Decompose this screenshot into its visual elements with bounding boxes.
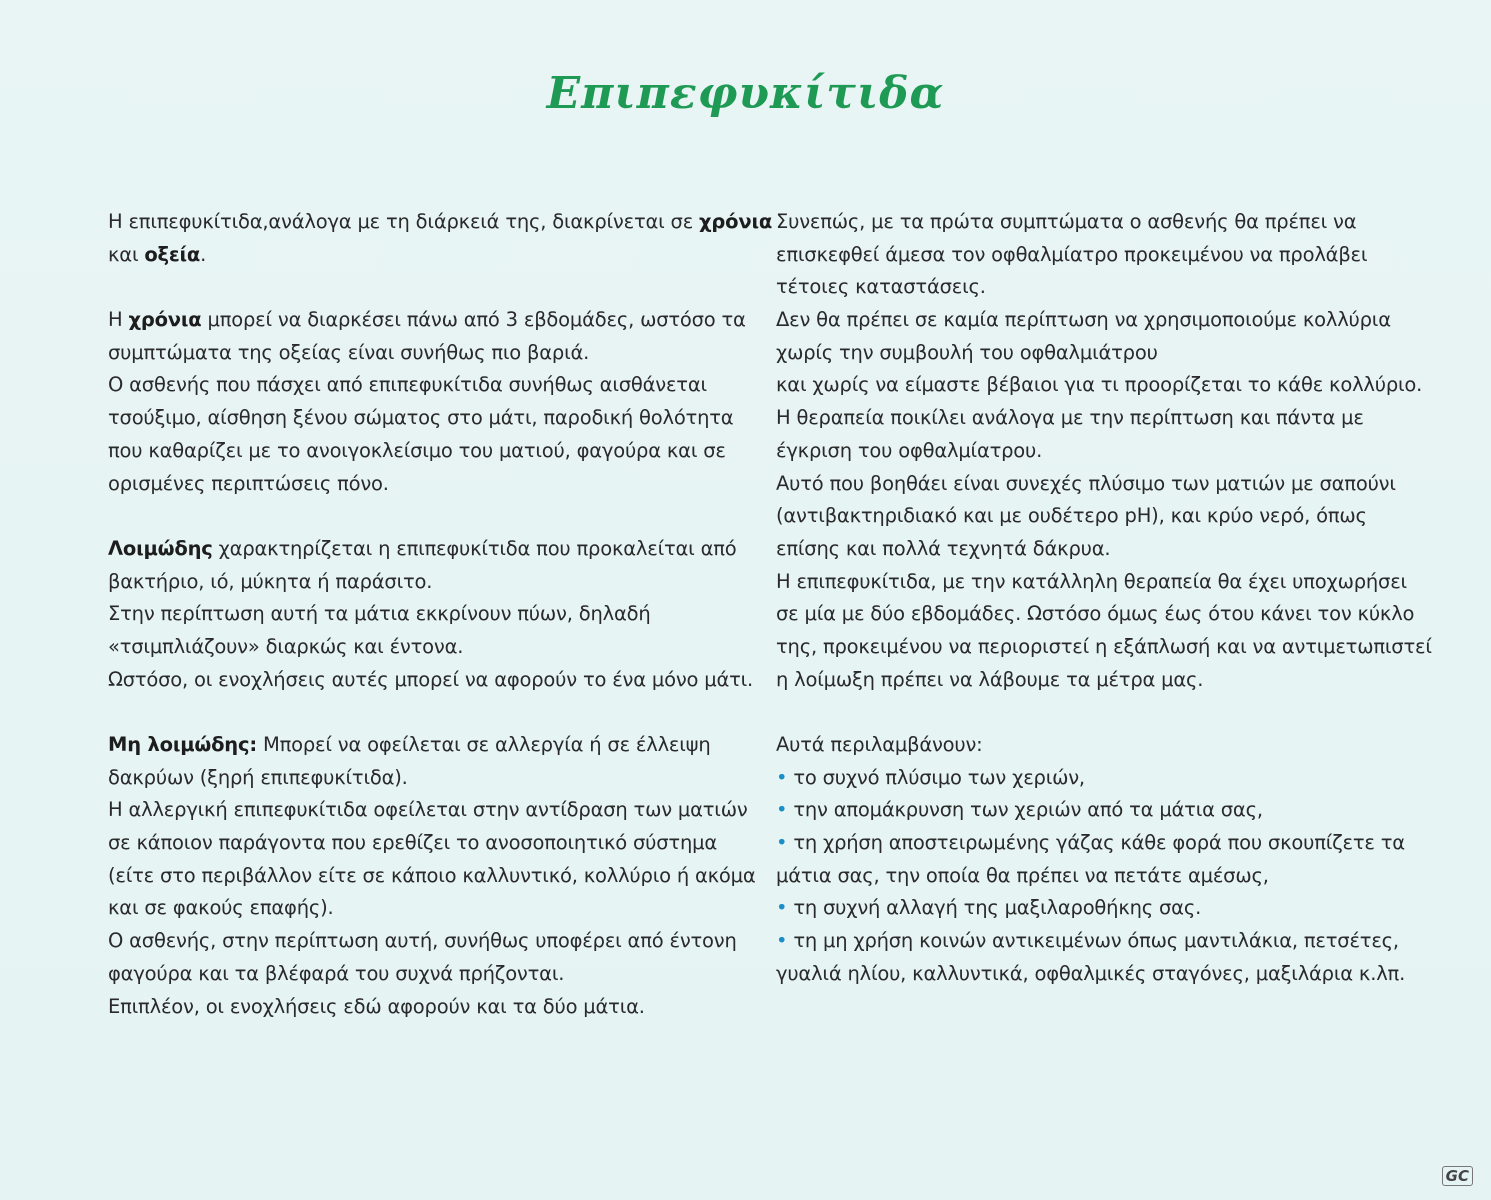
text-line: έγκριση του οφθαλμίατρου. [776, 438, 1043, 462]
text-line: Δεν θα πρέπει σε καμία περίπτωση να χρησιμοποιούμε κολλύρια [776, 308, 1391, 332]
bold-term: Λοιμώδης [108, 536, 213, 560]
text: . [200, 242, 207, 266]
text-line: της, προκειμένου να περιοριστεί η εξάπλωσή και να αντιμετωπιστεί [776, 634, 1432, 658]
text: Μπορεί να οφείλεται σε αλλεργία ή σε έλλειψη [256, 733, 711, 756]
text: και [108, 242, 145, 266]
text-line: και σε φακούς επαφής). [108, 896, 334, 920]
text: τη χρήση αποστειρωμένης γάζας κάθε φορά που σκουπίζετε τα [793, 831, 1405, 855]
text-line [108, 729, 748, 762]
text-line [108, 533, 748, 566]
text-line: Επιπλέον, οι ενοχλήσεις εδώ αφορούν και τα δύο μάτια. [108, 994, 645, 1018]
text-line: Συνεπώς, με τα πρώτα συμπτώματα ο ασθενής θα πρέπει να [776, 210, 1357, 233]
list-item [776, 827, 1416, 860]
text-line: Αυτά περιλαμβάνουν: [776, 733, 983, 756]
text-line: Ο ασθενής που πάσχει από επιπεφυκίτιδα συνήθως αισθάνεται [108, 373, 707, 397]
text-line: (είτε στο περιβάλλον είτε σε κάποιο καλλυντικό, κολλύριο ή ακόμα [108, 863, 756, 887]
text: τη συχνή αλλαγή της μαξιλαροθήκης σας. [793, 896, 1202, 920]
text-line: βακτήριο, ιό, μύκητα ή παράσιτο. [108, 569, 433, 593]
text-line: σε μία με δύο εβδομάδες. Ωστόσο όμως έως ότου κάνει τον κύκλο [776, 602, 1415, 626]
text-line [108, 239, 748, 272]
text-line: Η επιπεφυκίτιδα, με την κατάλληλη θεραπεία θα έχει υποχωρήσει [776, 569, 1407, 593]
text-line: (αντιβακτηριδιακό και με ουδέτερο pH), και κρύο νερό, όπως [776, 504, 1367, 528]
text-line: Ωστόσο, οι ενοχλήσεις αυτές μπορεί να αφορούν το ένα μόνο μάτι. [108, 667, 754, 691]
text-line: Αυτό που βοηθάει είναι συνεχές πλύσιμο των ματιών με σαπούνι [776, 471, 1396, 495]
list-item [776, 794, 1416, 827]
publisher-logo: GC [1442, 1166, 1473, 1186]
bold-term: χρόνια [699, 210, 773, 233]
paragraph-gap [776, 696, 1416, 729]
text-line: τέτοιες καταστάσεις. [776, 275, 986, 299]
text-line: που καθαρίζει με το ανοιγοκλείσιμο του ματιού, φαγούρα και σε [108, 438, 726, 462]
right-column [776, 206, 1432, 991]
text-line: μάτια σας, την οποία θα πρέπει να πετάτε αμέσως, [776, 863, 1269, 887]
text-line: επισκεφθεί άμεσα τον οφθαλμίατρο προκειμένου να προλάβει [776, 242, 1368, 266]
bold-term: Μη λοιμώδης: [108, 733, 257, 756]
text-line [108, 206, 773, 239]
text-line: φαγούρα και τα βλέφαρά του συχνά πρήζονται. [108, 961, 565, 985]
text: μπορεί να διαρκέσει πάνω από 3 εβδομάδες, ωστόσο τα [201, 308, 746, 332]
list-item [776, 762, 1416, 795]
text-line: συμπτώματα της οξείας είναι συνήθως πιο βαριά. [108, 340, 590, 364]
bold-term: χρόνια [128, 308, 202, 332]
bullet-icon: • [776, 798, 788, 822]
text-line: ορισμένες περιπτώσεις πόνο. [108, 471, 389, 495]
text-line: δακρύων (ξηρή επιπεφυκίτιδα). [108, 765, 408, 789]
bold-term: οξεία [144, 242, 201, 266]
left-column [108, 206, 773, 1023]
text: το συχνό πλύσιμο των χεριών, [793, 765, 1085, 789]
page-title: Επιπεφυκίτιδα [546, 68, 945, 119]
bullet-icon: • [776, 831, 788, 855]
list-item [776, 892, 1416, 925]
text: Η [108, 308, 129, 332]
text-line: χωρίς την συμβουλή του οφθαλμιάτρου [776, 340, 1158, 364]
text-line: επίσης και πολλά τεχνητά δάκρυα. [776, 536, 1111, 560]
text-line: και χωρίς να είμαστε βέβαιοι για τι προορίζεται το κάθε κολλύριο. [776, 373, 1423, 397]
text-line: Ο ασθενής, στην περίπτωση αυτή, συνήθως υποφέρει από έντονη [108, 929, 737, 953]
bullet-icon: • [776, 765, 788, 789]
list-item [776, 925, 1416, 958]
bullet-icon: • [776, 929, 788, 953]
bullet-icon: • [776, 896, 788, 920]
text-line: Η θεραπεία ποικίλει ανάλογα με την περίπτωση και πάντα με [776, 406, 1364, 430]
text-line: γυαλιά ηλίου, καλλυντικά, οφθαλμικές σταγόνες, μαξιλάρια κ.λπ. [776, 961, 1406, 985]
paragraph-gap [108, 271, 748, 304]
text-line: σε κάποιον παράγοντα που ερεθίζει το ανοσοποιητικό σύστημα [108, 831, 717, 855]
text-line: Στην περίπτωση αυτή τα μάτια εκκρίνουν πύων, δηλαδή [108, 602, 651, 626]
text: την απομάκρυνση των χεριών από τα μάτια σας, [793, 798, 1263, 822]
paragraph-gap [108, 696, 748, 729]
text: Η επιπεφυκίτιδα,ανάλογα με τη διάρκειά της, διακρίνεται σε [108, 210, 700, 233]
text-line [108, 304, 748, 337]
text-line: η λοίμωξη πρέπει να λάβουμε τα μέτρα μας. [776, 667, 1204, 691]
text-line: Η αλλεργική επιπεφυκίτιδα οφείλεται στην αντίδραση των ματιών [108, 798, 748, 822]
paragraph-gap [108, 500, 748, 533]
text: τη μη χρήση κοινών αντικειμένων όπως μαντιλάκια, πετσέτες, [793, 929, 1399, 953]
text: χαρακτηρίζεται η επιπεφυκίτιδα που προκαλείται από [212, 536, 737, 560]
text-line: τσούξιμο, αίσθηση ξένου σώματος στο μάτι, παροδική θολότητα [108, 406, 734, 430]
text-line: «τσιμπλιάζουν» διαρκώς και έντονα. [108, 634, 464, 658]
